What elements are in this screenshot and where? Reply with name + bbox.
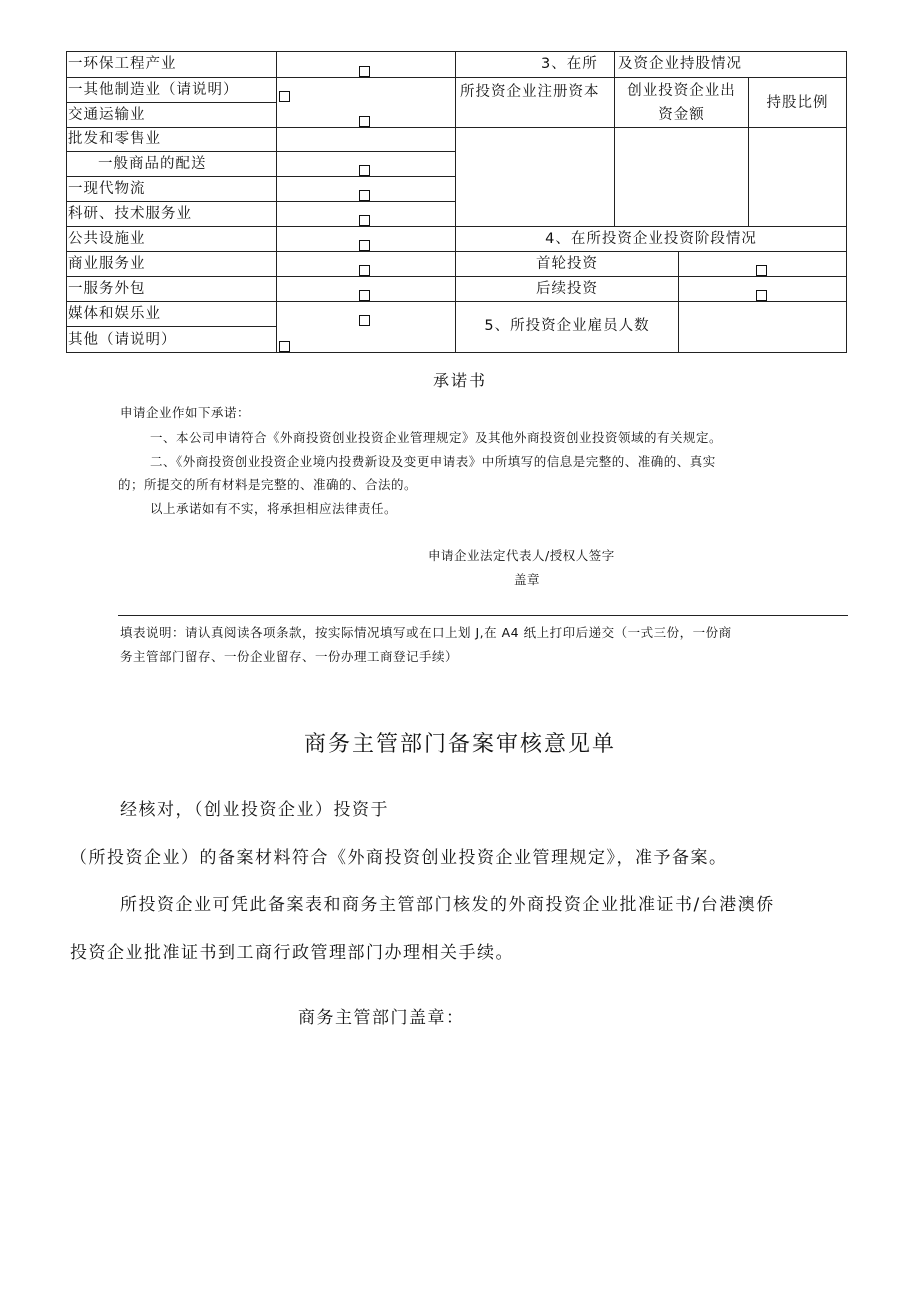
section3-col-investment-line1: 创业投资企业出	[627, 83, 736, 99]
review-para-3-line2: 投资企业批准证书到工商行政管理部门办理相关手续。	[70, 943, 514, 963]
instructions-line1: 填表说明：请认真阅读各项条款，按实际情况填写或在口上划 J,在 A4 纸上打印后递交（一式三份，一份商	[120, 625, 732, 640]
industry-checkbox[interactable]	[359, 315, 370, 326]
industry-checkbox[interactable]	[359, 66, 370, 77]
section3-title-part-b: 及资企业持股情况	[618, 56, 742, 72]
share-ratio-input[interactable]	[749, 128, 846, 226]
industry-checkbox[interactable]	[359, 240, 370, 251]
review-seal-label: 商务主管部门盖章：	[298, 1008, 465, 1028]
investment-amount-input[interactable]	[615, 128, 748, 226]
review-para-3-line1: 所投资企业可凭此备案表和商务主管部门核发的外商投资企业批准证书/台港澳侨	[120, 895, 775, 915]
industry-checkbox[interactable]	[279, 91, 290, 102]
industry-row-label: 一般商品的配送	[98, 156, 207, 172]
commitment-item-1: 一、本公司申请符合《外商投资创业投资企业管理规定》及其他外商投资创业投资领域的有关规定。	[150, 430, 723, 445]
industry-row-label: 交通运输业	[68, 107, 146, 123]
follow-on-label: 后续投资	[536, 281, 598, 297]
registered-capital-input[interactable]	[456, 128, 614, 226]
instructions-line2: 务主管部门留存、一份企业留存、一份办理工商登记手续）	[120, 649, 459, 664]
industry-checkbox[interactable]	[359, 290, 370, 301]
first-round-checkbox[interactable]	[756, 265, 767, 276]
commitment-closing: 以上承诺如有不实，将承担相应法律责任。	[150, 501, 398, 516]
industry-row-label: 批发和零售业	[68, 131, 161, 147]
section3-col-registered-capital: 所投资企业注册资本	[460, 84, 600, 100]
industry-checkbox[interactable]	[359, 265, 370, 276]
divider	[118, 615, 848, 616]
follow-on-checkbox[interactable]	[756, 290, 767, 301]
section4-title: 4、在所投资企业投资阶段情况	[545, 231, 757, 247]
section5-title: 5、所投资企业雇员人数	[484, 318, 650, 334]
industry-checkbox[interactable]	[359, 165, 370, 176]
industry-row-label: 公共设施业	[68, 231, 146, 247]
industry-row-label: 媒体和娱乐业	[68, 306, 161, 322]
section3-col-investment-line2: 资金额	[658, 107, 705, 123]
industry-row-label: 科研、技术服务业	[68, 206, 192, 222]
commitment-title: 承诺书	[432, 371, 487, 390]
first-round-label: 首轮投资	[536, 256, 598, 272]
industry-checkbox[interactable]	[359, 190, 370, 201]
review-para-2: （所投资企业）的备案材料符合《外商投资创业投资企业管理规定》，准予备案。	[70, 848, 728, 868]
section3-title-part-a: 3、在所	[541, 56, 598, 72]
review-para-1: 经核对，（创业投资企业）投资于	[120, 800, 389, 820]
industry-checkbox[interactable]	[359, 215, 370, 226]
review-title: 商务主管部门备案审核意见单	[303, 732, 616, 757]
commitment-item-2-line1: 二、《外商投资创业投资企业境内投费新设及变更申请表》中所填写的信息是完整的、准确的、真实	[150, 454, 716, 469]
commitment-item-2-line2: 的；所提交的所有材料是完整的、准确的、合法的。	[118, 477, 418, 492]
seal-label: 盖章	[514, 572, 541, 587]
commitment-intro: 申请企业作如下承诺：	[120, 405, 251, 420]
industry-row-label: 一服务外包	[68, 281, 146, 297]
industry-row-label: 一其他制造业（请说明）	[68, 82, 239, 98]
signature-label: 申请企业法定代表人/授权人签字	[428, 548, 615, 563]
employee-count-input[interactable]	[679, 302, 846, 352]
industry-checkbox[interactable]	[359, 116, 370, 127]
section3-col-share-ratio: 持股比例	[766, 95, 829, 111]
industry-row-label: 其他（请说明）	[68, 332, 177, 348]
industry-row-label: 一环保工程产业	[68, 56, 177, 72]
industry-checkbox[interactable]	[279, 341, 290, 352]
industry-row-label: 一现代物流	[68, 181, 146, 197]
industry-row-label: 商业服务业	[68, 256, 146, 272]
